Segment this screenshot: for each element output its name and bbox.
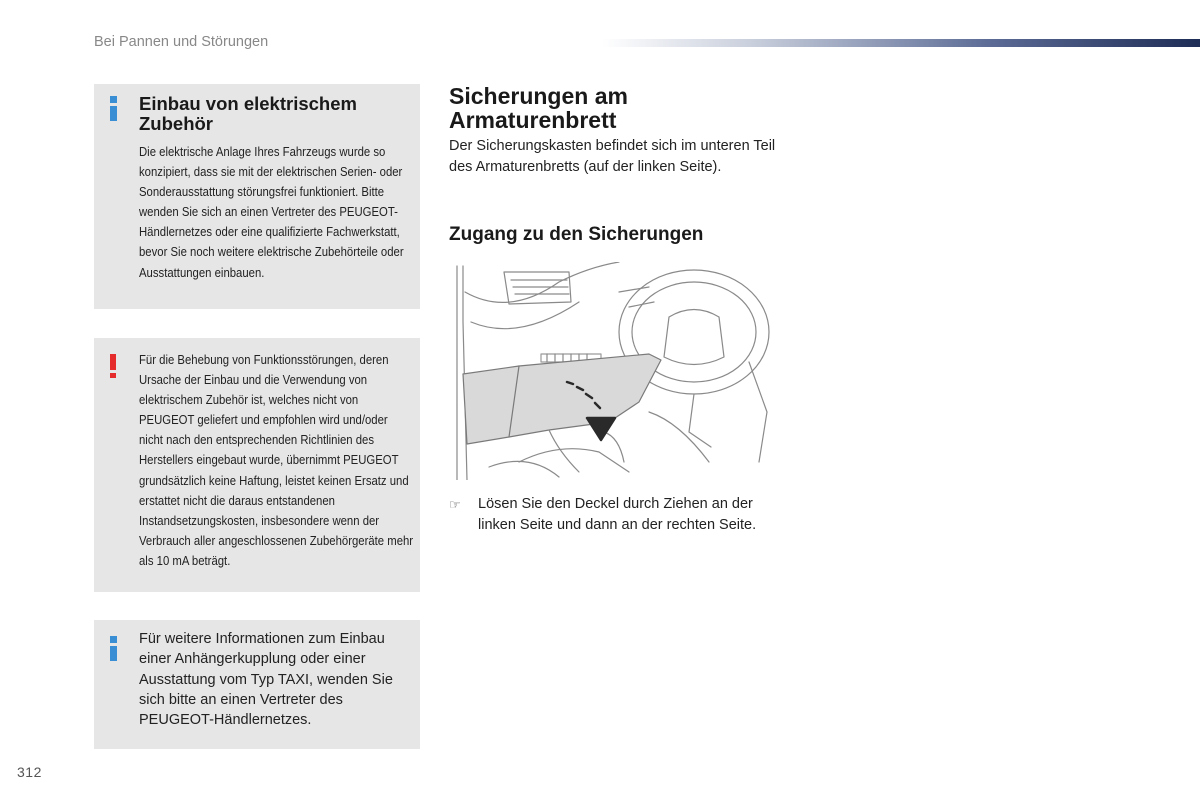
dashboard-fuse-cover-illustration <box>449 262 774 480</box>
intro-paragraph: Der Sicherungskasten befindet sich im unteren Teil des Armaturenbretts (auf der linken Seite). <box>449 138 776 175</box>
header-gradient-bar <box>602 39 1200 47</box>
warning-box <box>94 338 420 592</box>
info-box-taxi <box>94 620 420 749</box>
pointing-hand-icon: ☞ <box>449 497 461 512</box>
info-box-accessories <box>94 84 420 309</box>
page-number: 312 <box>17 764 42 780</box>
page-title: Sicherungen am Armaturenbrett <box>449 83 628 133</box>
info-box-title: Einbau von elektrischem Zubehör <box>139 93 357 134</box>
section-header: Bei Pannen und Störungen <box>94 34 269 50</box>
section-subtitle: Zugang zu den Sicherungen <box>449 224 704 245</box>
warning-box-text: Für die Behebung von Funktionsstörungen, deren Ursache der Einbau und die Verwendung von elektrischem Zubehör ist, welches nicht von PEUGEOT geliefert und empfohlen wird und/oder nicht nach den entsprechenden Richtlinien des Herstellers eingebaut wurde, übernimmt PEUGEOT grundsätzlich keine Haftung, leistet keinen Ersatz und erstattet nicht die daraus entstandenen Instandsetzungskosten, insbesondere wenn der Verbrauch aller angeschlossenen Zubehörgeräte mehr als 10 mA beträgt. <box>139 353 414 568</box>
info-icon <box>109 636 117 661</box>
info-box-text: Für weitere Informationen zum Einbau einer Anhängerkupplung oder einer Ausstattung vom Typ TAXI, wenden Sie sich bitte an einen Vertreter des PEUGEOT-Händlernetzes. <box>139 631 393 729</box>
info-box-text: Die elektrische Anlage Ihres Fahrzeugs wurde so konzipiert, dass sie mit der elektrischen Serien- oder Sonderausstattung störungsfrei funktioniert. Bitte wenden Sie sich an einen Vertreter des PEUGEOT-Händlernetzes oder eine qualifizierte Fachwerkstatt, bevor Sie noch weitere elektrische Zubehörteile oder Ausstattungen einbauen. <box>139 145 404 280</box>
warning-exclamation-icon <box>110 354 116 378</box>
info-icon <box>109 96 117 121</box>
step-instruction: Lösen Sie den Deckel durch Ziehen an der linken Seite und dann an der rechten Seite. <box>478 496 757 533</box>
